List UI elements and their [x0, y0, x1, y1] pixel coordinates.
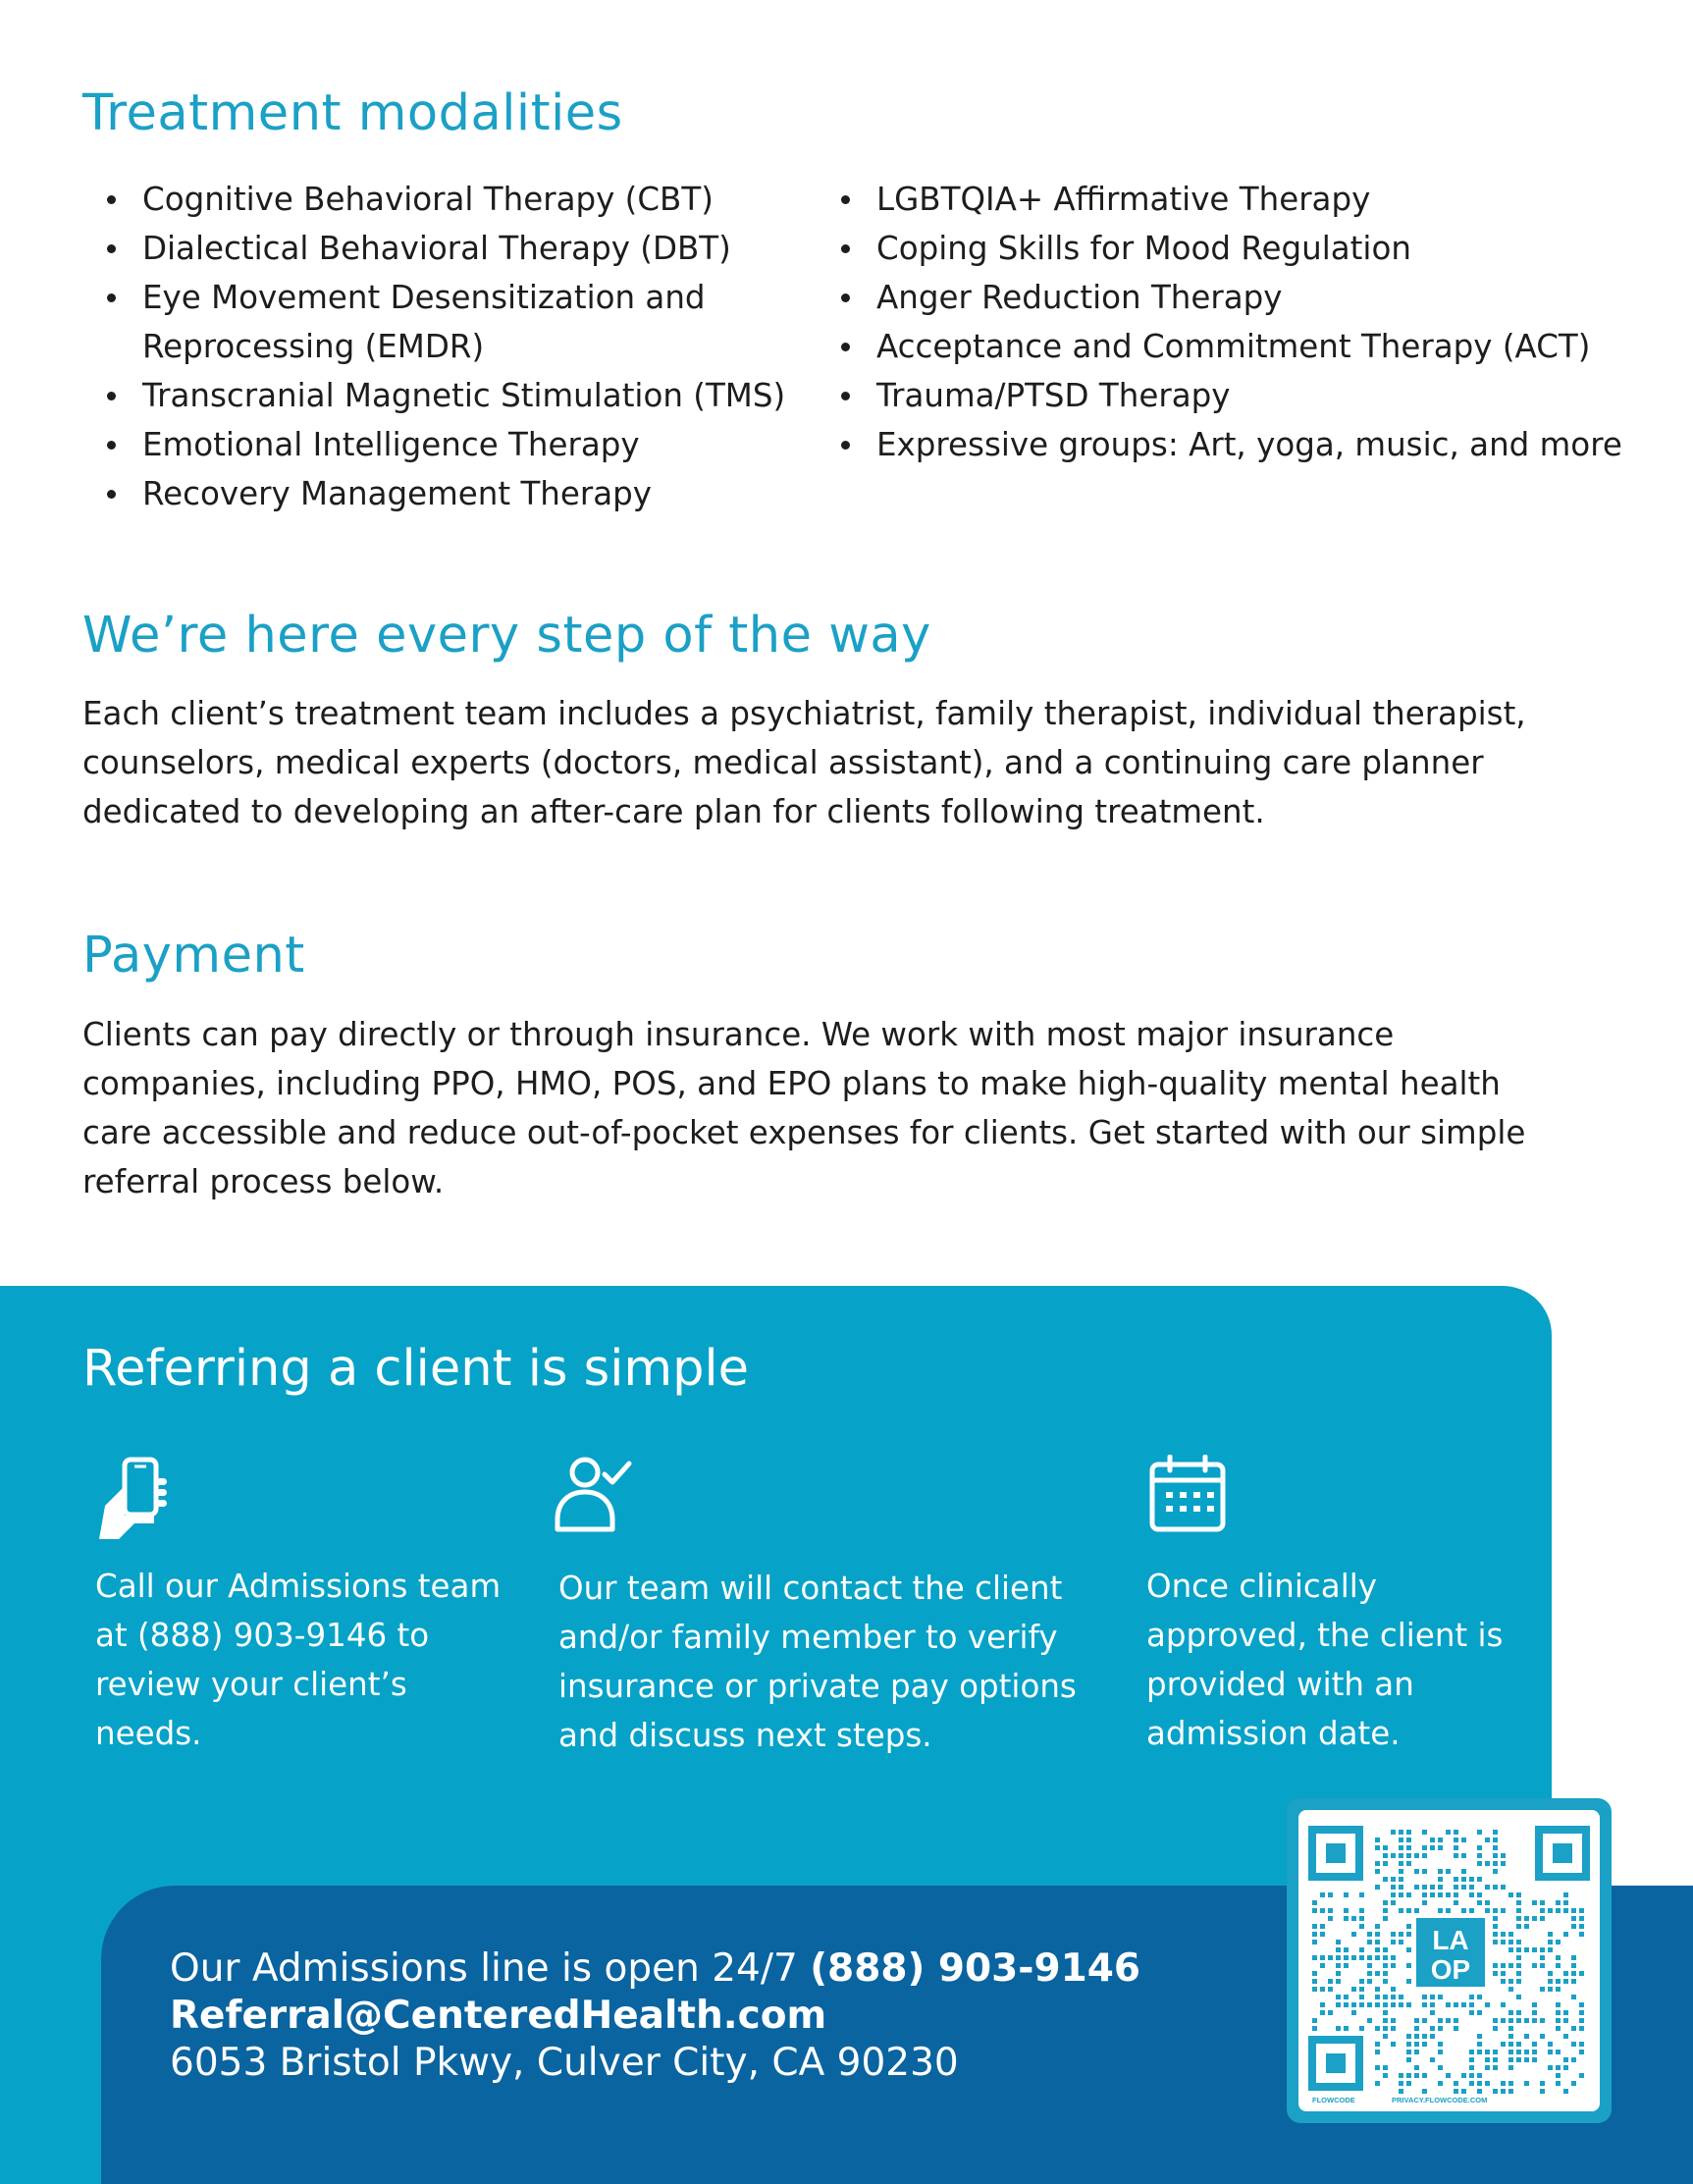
calendar-icon — [1148, 1455, 1227, 1533]
step-2-text: Our team will contact the client and/or family member to verify insurance or private pay options and discuss next steps. — [558, 1570, 1077, 1754]
address-line: 6053 Bristol Pkwy, Culver City, CA 90230 — [170, 2041, 959, 2085]
referral-heading: Referring a client is simple — [82, 1340, 750, 1398]
list-item: Emotional Intelligence Therapy — [82, 420, 809, 469]
step-3-text: Once clinically approved, the client is provided with an admission date. — [1146, 1568, 1504, 1752]
list-item: Coping Skills for Mood Regulation — [817, 224, 1680, 273]
list-item: Cognitive Behavioral Therapy (CBT) — [82, 175, 809, 224]
support-heading: We’re here every step of the way — [82, 607, 931, 665]
list-item: Acceptance and Commitment Therapy (ACT) — [817, 322, 1680, 371]
list-item: Recovery Management Therapy — [82, 469, 809, 518]
email-line — [170, 1993, 826, 2040]
logo-text-bottom: OP — [1430, 1954, 1471, 1985]
user-check-icon — [554, 1455, 634, 1533]
modalities-list-right — [817, 175, 1680, 469]
logo-text-top: LA — [1432, 1925, 1469, 1955]
support-paragraph: Each client’s treatment team includes a psychiatrist, family therapist, individual therapist, counselors, medical experts (doctors, medical assistant), and a continuing care planner dedicated to developing an after-care plan for clients following treatment. — [82, 695, 1526, 830]
list-item: Eye Movement Desensitization and Reprocessing (EMDR) — [82, 273, 809, 371]
payment-heading: Payment — [82, 927, 305, 985]
list-item: LGBTQIA+ Affirmative Therapy — [817, 175, 1680, 224]
referral-email-link[interactable]: Referral@CenteredHealth.com — [170, 1994, 827, 2038]
treatment-heading: Treatment modalities — [82, 84, 623, 142]
payment-paragraph: Clients can pay directly or through insurance. We work with most major insurance companies, including PPO, HMO, POS, and EPO plans to make high-quality mental health care accessible and reduce out-of-pocket expenses for clients. Get started with our simple referral process below. — [82, 1016, 1526, 1200]
list-item: Expressive groups: Art, yoga, music, and more — [817, 420, 1680, 469]
phone-in-hand-icon — [95, 1457, 176, 1541]
modalities-list-left — [82, 175, 809, 518]
admissions-phone-link[interactable]: (888) 903-9146 — [810, 1946, 1141, 1991]
qr-code-graphic — [1298, 1810, 1600, 2111]
list-item: Transcranial Magnetic Stimulation (TMS) — [82, 371, 809, 420]
list-item: Anger Reduction Therapy — [817, 273, 1680, 322]
qr-privacy-label: PRIVACY.FLOWCODE.COM — [1392, 2096, 1488, 2104]
qr-brand-label: FLOWCODE — [1312, 2096, 1355, 2104]
qr-code[interactable] — [1298, 1810, 1600, 2111]
admissions-line — [170, 1945, 1140, 1993]
step-1-text: Call our Admissions team at (888) 903-9146 to review your client’s needs. — [95, 1568, 502, 1752]
list-item: Dialectical Behavioral Therapy (DBT) — [82, 224, 809, 273]
list-item: Trauma/PTSD Therapy — [817, 371, 1680, 420]
admissions-line-label: Our Admissions line is open 24/7 — [170, 1946, 798, 1991]
qr-code-frame[interactable] — [1287, 1798, 1612, 2123]
